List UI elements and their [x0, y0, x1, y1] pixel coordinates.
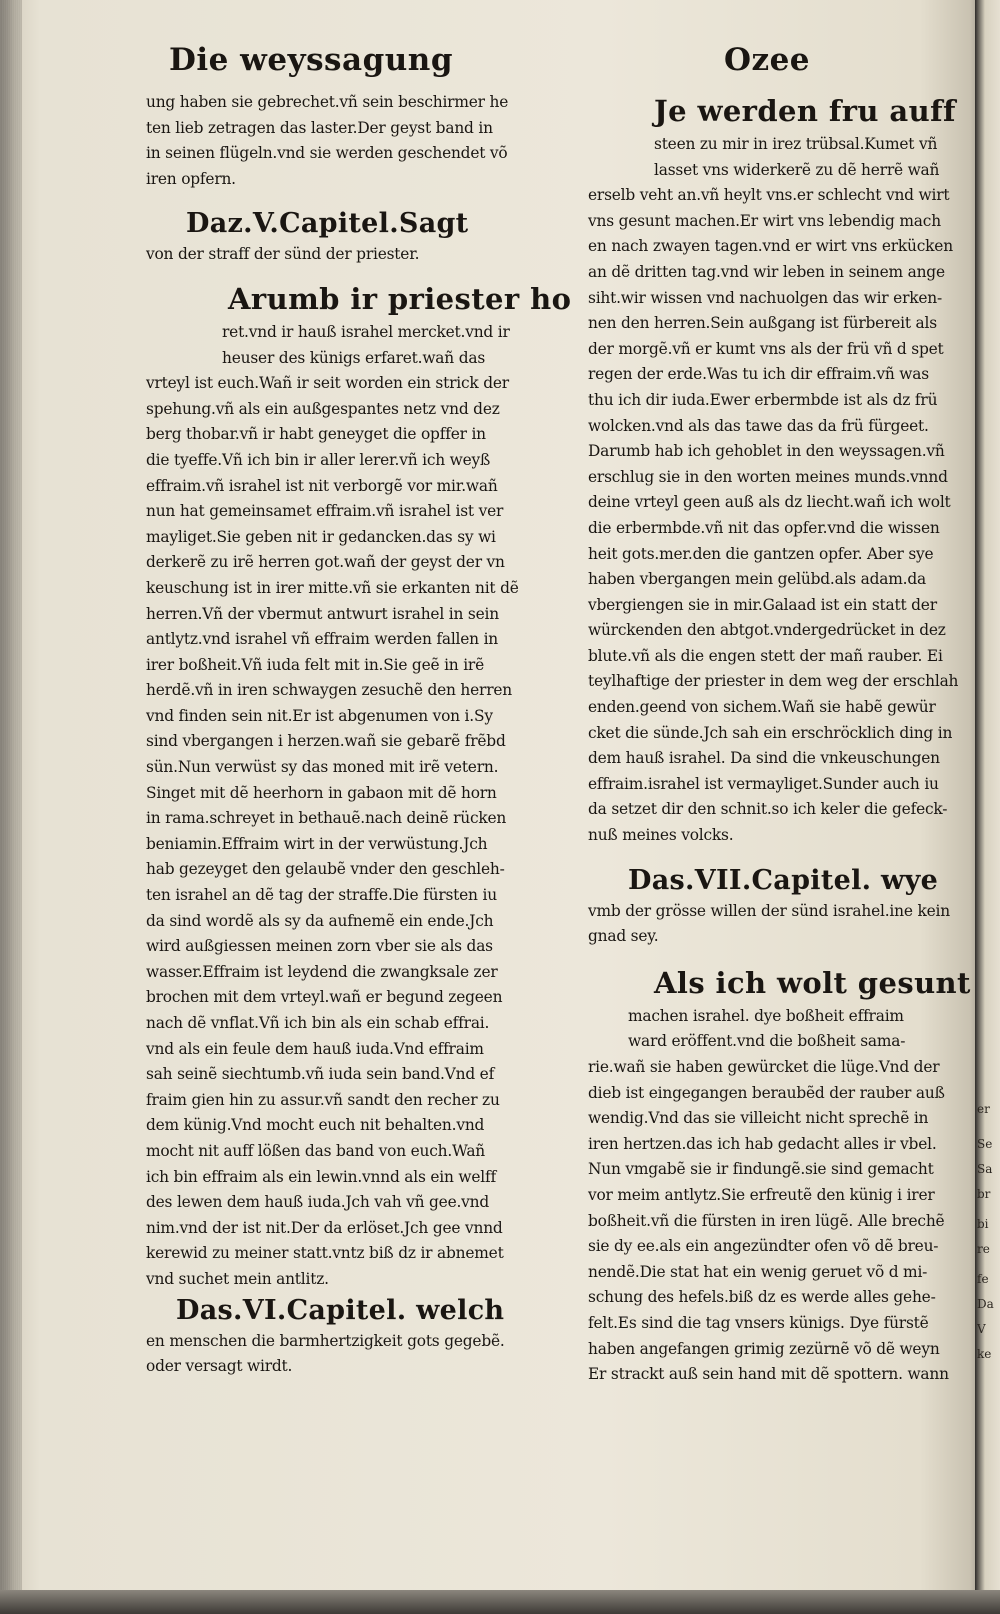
- margin-fragment: fe: [977, 1272, 989, 1286]
- text-line: erschlug sie in den worten meines munds.vnnd: [588, 467, 948, 486]
- text-line: würckenden den abtgot.vndergedrücket in dez: [588, 621, 946, 640]
- margin-fragment: Se: [977, 1137, 993, 1151]
- right-initial-line: Je werden fru auff: [654, 94, 956, 128]
- margin-fragment: re: [977, 1242, 990, 1256]
- text-line: ung haben sie gebrechet.vñ sein beschirmer he: [146, 93, 509, 111]
- text-line: des lewen dem hauß iuda.Jch vah vñ gee.vnd: [146, 1193, 490, 1212]
- text-line: effraim.vñ israhel ist nit verborgẽ vor mir.wañ: [146, 476, 498, 495]
- text-line: der morgẽ.vñ er kumt vns als der frü vñ d spet: [588, 339, 944, 358]
- chapter-6-heading: Das.VI.Capitel. welch: [176, 1294, 505, 1326]
- chapter-6-line: en menschen die barmhertzigkeit gots gegebẽ.: [146, 1331, 505, 1350]
- margin-fragment: br: [977, 1187, 991, 1201]
- text-line: da sind wordẽ als sy da aufnemẽ ein ende.Jch: [146, 911, 494, 930]
- text-line: spehung.vñ als ein außgespantes netz vnd dez: [146, 399, 500, 418]
- text-line: wolcken.vnd als das tawe das da frü fürgeet.: [588, 416, 929, 435]
- text-line: regen der erde.Was tu ich dir effraim.vñ was: [588, 365, 929, 384]
- text-line: beniamin.Effraim wirt in der verwüstung.Jch: [146, 834, 488, 853]
- chapter-7-subline: vmb der grösse willen der sünd israhel.ine kein: [588, 901, 950, 920]
- text-line: en nach zwayen tagen.vnd er wirt vns erkücken: [588, 237, 953, 256]
- text-line: erselb veht an.vñ heylt vns.er schlecht vnd wirt: [588, 186, 950, 205]
- chapter-7-heading: Das.VII.Capitel. wye: [628, 864, 939, 896]
- text-line: vnd als ein feule dem hauß iuda.Vnd effraim: [146, 1039, 484, 1058]
- text-line: in rama.schreyet in bethauẽ.nach deinẽ rücken: [146, 809, 507, 828]
- page-edges: [0, 0, 22, 1614]
- text-line: wendig.Vnd das sie villeicht nicht sprechẽ in: [588, 1109, 929, 1128]
- chapter-7-subline: gnad sey.: [588, 927, 659, 946]
- text-line: kerewid zu meiner statt.vntz biß dz ir abnemet: [146, 1244, 504, 1263]
- text-line: wird außgiessen meinen zorn vber sie als das: [146, 937, 493, 956]
- text-line: brochen mit dem vrteyl.wañ er begund zegeen: [146, 988, 503, 1007]
- text-line: enden.geend von sichem.Wañ sie habẽ gewür: [588, 698, 936, 717]
- text-line: ten israhel an dẽ tag der straffe.Die fürsten iu: [146, 886, 497, 905]
- running-head-right: Ozee: [723, 42, 811, 78]
- text-line: haben vbergangen mein gelübd.als adam.da: [588, 570, 926, 589]
- text-line: da setzet dir den schnit.so ich keler die gefeck-: [588, 800, 948, 819]
- text-line: keuschung ist in irer mitte.vñ sie erkanten nit dẽ: [146, 578, 519, 597]
- text-line: ret.vnd ir hauß israhel mercket.vnd ir: [222, 322, 510, 341]
- text-line: an dẽ dritten tag.vnd wir leben in seinem ange: [588, 262, 945, 281]
- chapter-6-line: oder versagt wirdt.: [146, 1357, 293, 1376]
- text-line: haben angefangen grimig zezürnẽ võ dẽ weyn: [588, 1339, 940, 1358]
- text-line: dem hauß israhel. Da sind die vnkeuschungen: [588, 749, 940, 768]
- margin-fragment: Sa: [977, 1162, 993, 1176]
- text-line: teylhaftige der priester in dem weg der erschlah: [588, 672, 959, 691]
- text-line: nim.vnd der ist nit.Der da erlöset.Jch gee vnnd: [146, 1218, 503, 1237]
- chapter-5-initial-line: Arumb ir priester ho: [228, 281, 572, 316]
- right-opening-body: [588, 132, 959, 849]
- text-line: machen israhel. dye boßheit effraim: [628, 1006, 904, 1025]
- text-line: vor meim antlytz.Sie erfreutẽ den künig i irer: [588, 1185, 935, 1204]
- text-line: effraim.israhel ist vermayliget.Sunder auch iu: [588, 774, 939, 793]
- text-line: sind vbergangen i herzen.wañ sie gebarẽ frẽbd: [146, 732, 506, 751]
- opening-text: [146, 90, 516, 192]
- text-line: schung des hefels.biß dz es werde alles gehe-: [588, 1288, 936, 1307]
- text-line: vns gesunt machen.Er wirt vns lebendig mach: [588, 211, 941, 230]
- margin-fragment: er: [977, 1102, 990, 1116]
- text-line: deine vrteyl geen auß als dz liecht.wañ ich wolt: [588, 493, 951, 512]
- text-line: hab gezeyget den gelaubẽ vnder den geschleh-: [146, 860, 505, 879]
- margin-fragment: Da: [977, 1297, 994, 1311]
- text-line: die erbermbde.vñ nit das opfer.vnd die wissen: [588, 518, 940, 537]
- chapter-5-subline: von der straff der sünd der priester.: [146, 245, 420, 264]
- text-line: herdẽ.vñ in iren schwaygen zesuchẽ den herren: [146, 681, 512, 700]
- text-line: vbergiengen sie in mir.Galaad ist ein statt der: [588, 595, 937, 614]
- text-line: irer boßheit.Vñ iuda felt mit in.Sie geẽ in irẽ: [146, 655, 484, 674]
- text-line: siht.wir wissen vnd nachuolgen das wir erken-: [588, 288, 942, 307]
- text-line: dem künig.Vnd mocht euch nit behalten.vnd: [146, 1116, 485, 1135]
- text-line: nendẽ.Die stat hat ein wenig geruet võ d mi-: [588, 1262, 928, 1281]
- text-line: dieb ist eingegangen beraubẽd der rauber auß: [588, 1083, 945, 1102]
- text-line: boßheit.vñ die fürsten in iren lügẽ. Alle brechẽ: [588, 1211, 945, 1230]
- text-line: nuß meines volcks.: [588, 826, 734, 845]
- text-line: iren opfern.: [146, 169, 236, 188]
- running-head-left: Die weyssagung: [168, 42, 454, 78]
- chapter-7-initial-line: Als ich wolt gesunt: [654, 965, 971, 1000]
- margin-fragment: bi: [977, 1217, 989, 1231]
- text-line: ward eröffent.vnd die boßheit sama-: [628, 1032, 906, 1051]
- text-line: sie dy ee.als ein angezündter ofen võ dẽ breu-: [588, 1237, 939, 1256]
- text-line: nen den herren.Sein außgang ist fürbereit als: [588, 314, 937, 333]
- text-line: die tyeffe.Vñ ich bin ir aller lerer.vñ ich weyß: [146, 450, 491, 469]
- book-bottom-edge: [0, 1590, 1000, 1614]
- text-line: thu ich dir iuda.Ewer erbermbde ist als dz frü: [588, 390, 938, 409]
- text-line: Singet mit dẽ heerhorn in gabaon mit dẽ horn: [146, 783, 497, 802]
- text-line: ten lieb zetragen das laster.Der geyst band in: [146, 118, 493, 137]
- text-line: cket die sünde.Jch sah ein erschröcklich ding in: [588, 723, 953, 742]
- text-line: Er strackt auß sein hand mit dẽ spottern. wann: [588, 1365, 949, 1384]
- text-line: Nun vmgabẽ sie ir findungẽ.sie sind gemacht: [588, 1160, 934, 1179]
- left-column: [146, 40, 572, 1380]
- text-line: heit gots.mer.den die gantzen opfer. Aber sye: [588, 544, 934, 563]
- text-line: mocht nit auff lößen das band von euch.Wañ: [146, 1141, 486, 1160]
- text-line: heuser des künigs erfaret.wañ das: [222, 348, 486, 367]
- text-line: mayliget.Sie geben nit ir gedancken.das sy wi: [146, 527, 496, 546]
- right-column: [588, 40, 971, 1388]
- margin-fragment: V: [977, 1322, 986, 1336]
- text-line: sah seinẽ siechtumb.vñ iuda sein band.Vnd ef: [146, 1065, 495, 1084]
- text-line: in seinen flügeln.vnd sie werden geschendet võ: [146, 144, 508, 163]
- text-line: nach dẽ vnflat.Vñ ich bin als ein schab effrai.: [146, 1014, 490, 1032]
- text-line: steen zu mir in irez trübsal.Kumet vñ: [654, 135, 938, 153]
- text-line: sün.Nun verwüst sy das moned mit irẽ vetern.: [146, 758, 499, 777]
- text-line: wasser.Effraim ist leydend die zwangksale zer: [146, 962, 498, 981]
- text-line: felt.Es sind die tag vnsers künigs. Dye fürstẽ: [588, 1313, 929, 1332]
- text-line: lasset vns widerkerẽ zu dẽ herrẽ wañ: [654, 160, 940, 179]
- text-line: vnd suchet mein antlitz.: [146, 1269, 329, 1288]
- text-line: blute.vñ als die engen stett der mañ rauber. Ei: [588, 646, 943, 665]
- text-line: rie.wañ sie haben gewürcket die lüge.Vnd der: [588, 1058, 940, 1076]
- text-line: antlytz.vnd israhel vñ effraim werden fallen in: [146, 630, 499, 649]
- text-line: vrteyl ist euch.Wañ ir seit worden ein strick der: [146, 374, 509, 393]
- facing-page-edge: [975, 0, 1000, 1614]
- text-line: derkerẽ zu irẽ herren got.wañ der geyst der vn: [146, 553, 505, 572]
- text-line: iren hertzen.das ich hab gedacht alles ir vbel.: [588, 1134, 937, 1153]
- margin-fragment: ke: [977, 1347, 992, 1361]
- text-line: vnd finden sein nit.Er ist abgenumen von i.Sy: [146, 706, 493, 725]
- text-line: nun hat gemeinsamet effraim.vñ israhel ist ver: [146, 502, 504, 521]
- text-line: ich bin effraim als ein lewin.vnnd als ein welff: [146, 1167, 497, 1186]
- chapter-7-body: [588, 1004, 949, 1388]
- chapter-5-body: [146, 320, 519, 1293]
- text-line: Darumb hab ich gehoblet in den weyssagen.vñ: [588, 442, 945, 461]
- text-line: herren.Vñ der vbermut antwurt israhel in sein: [146, 604, 499, 623]
- text-line: fraim gien hin zu assur.vñ sandt den recher zu: [146, 1090, 500, 1109]
- text-line: berg thobar.vñ ir habt geneyget die opffer in: [146, 425, 486, 444]
- chapter-5-heading: Daz.V.Capitel.Sagt: [186, 208, 469, 240]
